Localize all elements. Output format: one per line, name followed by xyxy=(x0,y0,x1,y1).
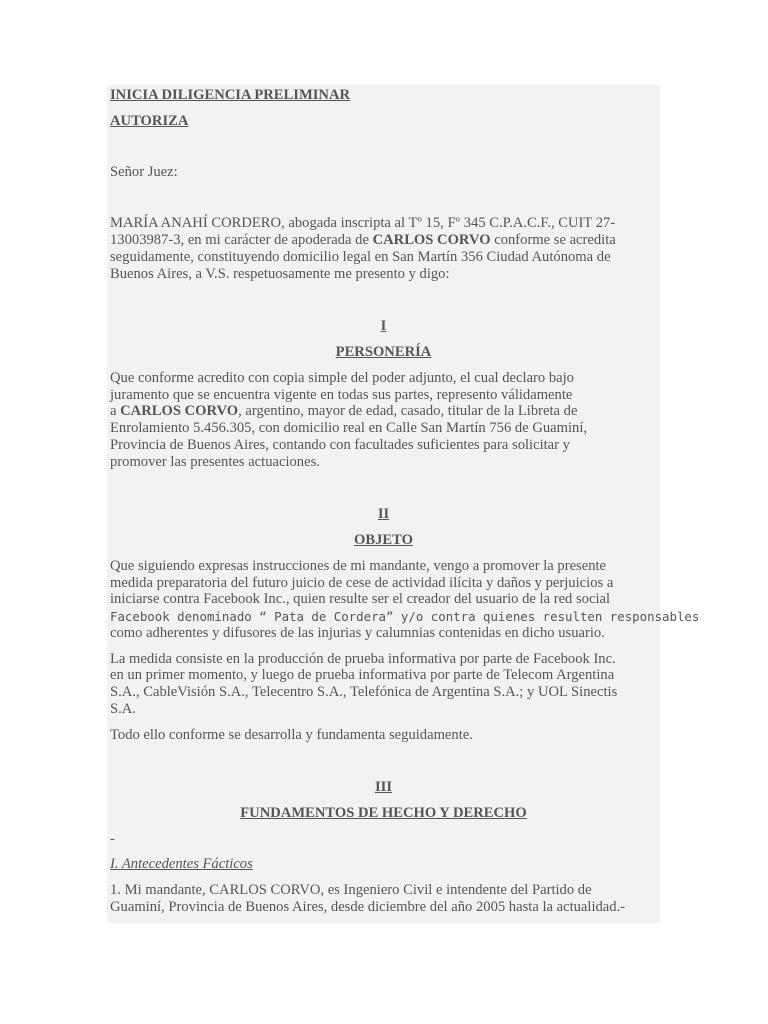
dash-marker: - xyxy=(110,831,115,847)
objeto-line: S.A., CableVisión S.A., Telecentro S.A., Telefónica de Argentina S.A.; y UOL Sinectis xyxy=(110,684,618,700)
client-name: CARLOS CORVO xyxy=(120,403,239,419)
objeto-line: en un primer momento, y luego de prueba informativa por parte de Telecom Argentina xyxy=(110,667,615,683)
personeria-line: juramento que se encuentra vigente en todas sus partes, represento válidamente xyxy=(110,387,573,403)
objeto-line: Todo ello conforme se desarrolla y fundamenta seguidamente. xyxy=(110,727,473,743)
subtitle-antecedentes: I. Antecedentes Fácticos xyxy=(110,856,253,872)
objeto-line: La medida consiste en la producción de prueba informativa por parte de Facebook Inc. xyxy=(110,651,616,667)
document-page xyxy=(107,85,660,923)
personeria-line xyxy=(110,403,577,420)
section-numeral-2: II xyxy=(377,506,390,522)
section-title-objeto: OBJETO xyxy=(354,532,413,548)
fundamentos-line: Guaminí, Provincia de Buenos Aires, desde diciembre del año 2005 hasta la actualidad.- xyxy=(110,899,626,915)
section-numeral-3: III xyxy=(374,779,393,795)
salutation: Señor Juez: xyxy=(110,164,178,180)
personeria-line: Enrolamiento 5.456.305, con domicilio real en Calle San Martín 756 de Guaminí, xyxy=(110,420,588,436)
client-name: CARLOS CORVO xyxy=(372,232,491,248)
objeto-line: medida preparatoria del futuro juicio de cese de actividad ilícita y daños y perjuicios a xyxy=(110,575,614,591)
personeria-line: Provincia de Buenos Aires, contando con facultades suficientes para solicitar y xyxy=(110,437,570,453)
personeria-line: promover las presentes actuaciones. xyxy=(110,454,320,470)
section-title-personeria: PERSONERÍA xyxy=(335,344,432,360)
intro-line xyxy=(110,232,616,249)
intro-line: seguidamente, constituyendo domicilio legal en San Martín 356 Ciudad Autónoma de xyxy=(110,249,611,265)
objeto-line: iniciarse contra Facebook Inc., quien resulte ser el creador del usuario de la red social xyxy=(110,591,611,607)
fundamentos-line: 1. Mi mandante, CARLOS CORVO, es Ingeniero Civil e intendente del Partido de xyxy=(110,882,592,898)
objeto-line: Que siguiendo expresas instrucciones de mi mandante, vengo a promover la presente xyxy=(110,558,607,574)
section-title-fundamentos: FUNDAMENTOS DE HECHO Y DERECHO xyxy=(240,805,527,821)
objeto-line: Facebook denominado “ Pata de Cordera” y/o contra quienes resulten responsables xyxy=(110,609,700,624)
objeto-line: S.A. xyxy=(110,701,136,717)
objeto-line: como adherentes y difusores de las injurias y calumnias contenidas en dicho usuario. xyxy=(110,625,605,641)
heading-inicia-diligencia: INICIA DILIGENCIA PRELIMINAR xyxy=(110,87,351,103)
section-numeral-1: I xyxy=(380,318,387,334)
personeria-line: Que conforme acredito con copia simple del poder adjunto, el cual declaro bajo xyxy=(110,370,574,386)
personeria-text: a xyxy=(110,403,121,419)
intro-text: 13003987-3, en mi carácter de apoderada de xyxy=(110,232,373,248)
personeria-text: , argentino, mayor de edad, casado, titular de la Libreta de xyxy=(238,403,578,419)
intro-line: MARÍA ANAHÍ CORDERO, abogada inscripta al Tº 15, Fº 345 C.P.A.C.F., CUIT 27- xyxy=(110,215,616,231)
intro-line: Buenos Aires, a V.S. respetuosamente me presento y digo: xyxy=(110,266,450,282)
intro-text: conforme se acredita xyxy=(490,232,616,248)
heading-autoriza: AUTORIZA xyxy=(110,113,189,129)
